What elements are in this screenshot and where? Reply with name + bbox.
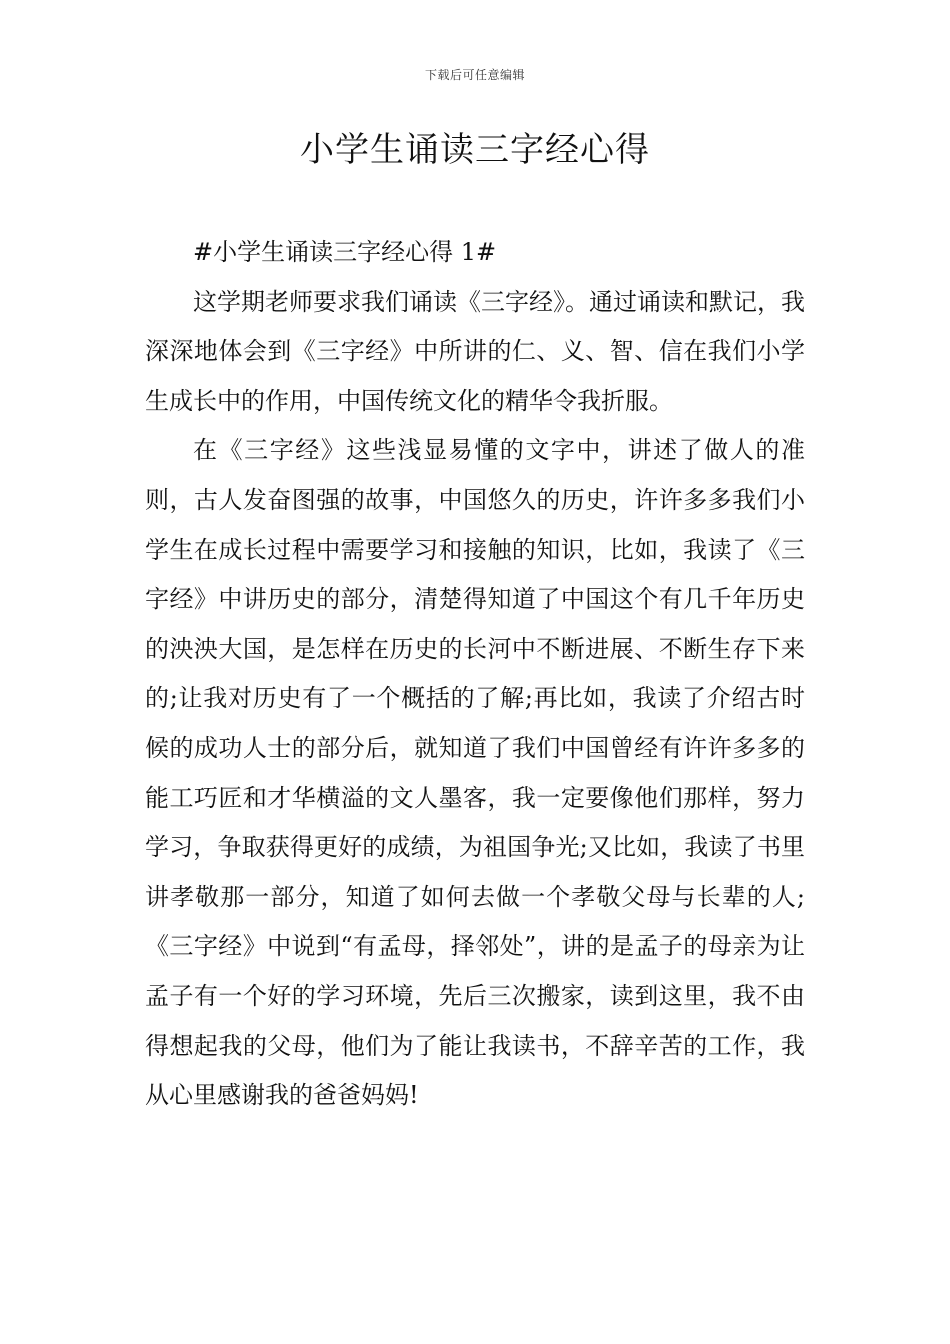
section-heading: #小学生诵读三字经心得 1# [193,238,497,266]
paragraph-2: 在《三字经》这些浅显易懂的文字中，讲述了做人的准则，古人发奋图强的故事，中国悠久的历史，许许多多我们小学生在成长过程中需要学习和接触的知识，比如，我读了《三字经》中讲历史的部分，清楚得知道了中国这个有几千年历史的泱泱大国，是怎样在历史的长河中不断进展、不断生存下来的;让我对历史有了一个概括的了解;再比如，我读了介绍古时候的成功人士的部分后，就知道了我们中国曾经有许许多多的能工巧匠和才华横溢的文人墨客，我一定要像他们那样，努力学习，争取获得更好的成绩，为祖国争光;又比如，我读了书里讲孝敬那一部分，知道了如何去做一个孝敬父母与长辈的人;《三字经》中说到“有孟母，择邻处”，讲的是孟子的母亲为让孟子有一个好的学习环境，先后三次搬家，读到这里，我不由得想起我的父母，他们为了能让我读书，不辞辛苦的工作，我从心里感谢我的爸爸妈妈! [145,436,805,1110]
document-body [145,228,805,1121]
document-title: 小学生诵读三字经心得 [300,130,650,170]
header-note: 下载后可任意编辑 [424,68,525,82]
paragraph-1: 这学期老师要求我们诵读《三字经》。通过诵读和默记，我深深地体会到《三字经》中所讲的仁、义、智、信在我们小学生成长中的作用，中国传统文化的精华令我折服。 [145,287,805,415]
